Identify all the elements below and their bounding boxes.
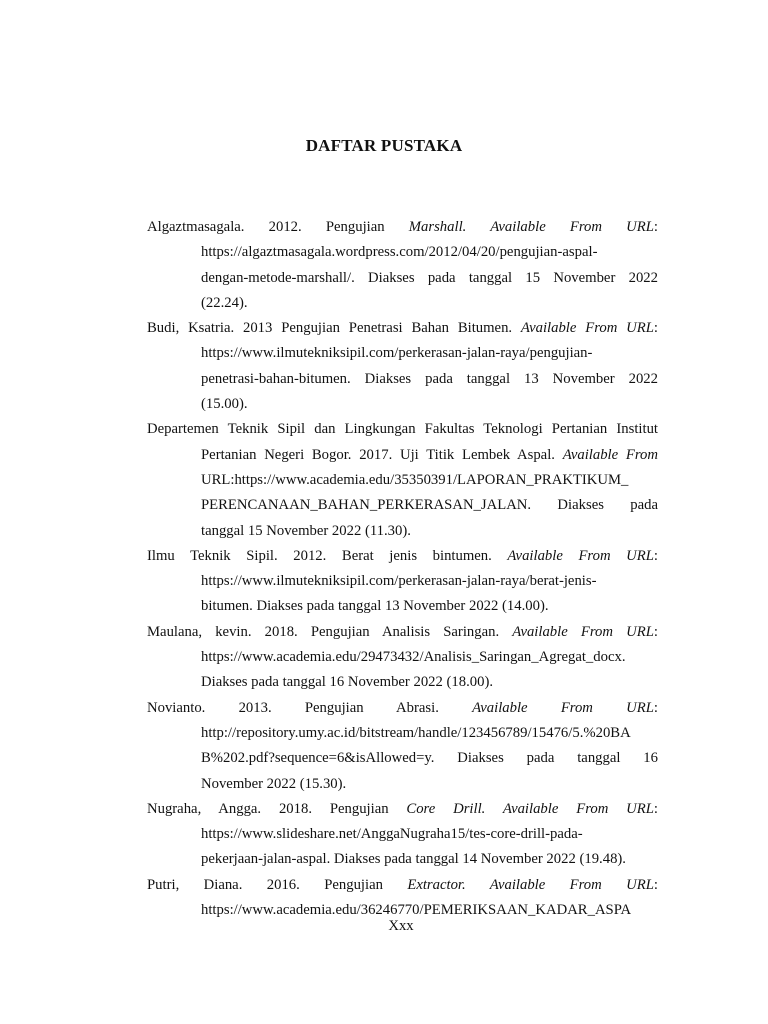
reference-text: Budi, Ksatria. 2013 Pengujian Penetrasi Bahan Bitumen. [147,320,521,337]
reference-line [147,696,658,721]
reference-line [147,822,658,847]
reference-line [147,291,658,316]
reference-text: https://www.ilmutekniksipil.com/perkerasan-jalan-raya/berat-jenis- [201,573,597,590]
reference-italic-text: Available From URL [512,623,654,640]
reference-text: https://www.academia.edu/29473432/Analisis_Saringan_Agregat_docx. [201,649,626,666]
reference-line [147,240,658,265]
reference-text: bitumen. Diakses pada tanggal 13 November 2022 (14.00). [201,598,549,615]
reference-italic-text: Core Drill. Available From URL [406,800,654,817]
reference-line [147,316,658,341]
reference-italic-text: Available From [562,446,658,463]
reference-text: : [653,699,658,716]
reference-text: tanggal 15 November 2022 (11.30). [201,522,411,539]
reference-line [147,721,658,746]
reference-italic-text: Extractor. Available From URL [407,876,654,893]
reference-line [147,443,658,468]
reference-text: : [653,547,658,564]
reference-line [147,392,658,417]
reference-line [147,645,658,670]
reference-text: (22.24). [201,294,248,311]
reference-text: Ilmu Teknik Sipil. 2012. Berat jenis bintumen. [147,547,508,564]
reference-text: B%202.pdf?sequence=6&isAllowed=y. Diakses pada tanggal 16 [201,750,658,767]
reference-line [147,417,658,442]
reference-text: dengan-metode-marshall/. Diakses pada tanggal 15 November 2022 [201,269,658,286]
reference-text: : [653,876,658,893]
reference-line [147,544,658,569]
reference-line [147,620,658,645]
reference-text: Pertanian Negeri Bogor. 2017. Uji Titik Lembek Aspal. [201,446,563,463]
reference-line [147,797,658,822]
reference-text: Novianto. 2013. Pengujian Abrasi. [147,699,473,716]
reference-text: https://www.academia.edu/36246770/PEMERIKSAAN_KADAR_ASPA [201,902,632,919]
reference-line [147,746,658,771]
reference-list [147,215,658,923]
reference-text: URL:https://www.academia.edu/35350391/LAPORAN_PRAKTIKUM_ [201,471,629,488]
reference-text: November 2022 (15.30). [201,775,347,792]
reference-text: PERENCANAAN_BAHAN_PERKERASAN_JALAN. Diakses pada [201,497,658,514]
reference-line [147,873,658,898]
reference-line [147,519,658,544]
reference-italic-text: Available From URL [507,547,654,564]
reference-text: https://algaztmasagala.wordpress.com/2012/04/20/pengujian-aspal- [201,244,598,261]
reference-text: penetrasi-bahan-bitumen. Diakses pada tanggal 13 November 2022 [201,370,658,387]
reference-text: : [653,800,658,817]
reference-text: Departemen Teknik Sipil dan Lingkungan Fakultas Teknologi Pertanian Institut [147,421,658,438]
reference-line [147,847,658,872]
reference-italic-text: Available From URL [520,320,654,337]
reference-line [147,367,658,392]
reference-text: : [653,320,658,337]
reference-text: Nugraha, Angga. 2018. Pengujian [147,800,407,817]
reference-italic-text: Available From URL [472,699,654,716]
reference-italic-text: Marshall. Available From URL [408,219,654,235]
reference-text: : [653,219,658,235]
reference-line [147,772,658,797]
reference-text: pekerjaan-jalan-aspal. Diakses pada tanggal 14 November 2022 (19.48). [201,851,626,868]
page-number: Xxx [388,918,414,934]
reference-line [147,215,658,240]
reference-line [147,468,658,493]
page-title: DAFTAR PUSTAKA [305,136,463,155]
reference-line [147,594,658,619]
reference-text: Algaztmasagala. 2012. Pengujian [147,219,409,235]
reference-line [147,569,658,594]
reference-line [147,266,658,291]
reference-line [147,341,658,366]
reference-text: : [653,623,658,640]
reference-text: https://www.slideshare.net/AnggaNugraha15/tes-core-drill-pada- [201,826,583,843]
reference-text: http://repository.umy.ac.id/bitstream/handle/123456789/15476/5.%20BA [201,724,631,741]
reference-text: (15.00). [201,396,248,413]
reference-text: Maulana, kevin. 2018. Pengujian Analisis Saringan. [147,623,513,640]
reference-line [147,670,658,695]
reference-text: Diakses pada tanggal 16 November 2022 (18.00). [201,674,494,691]
reference-text: https://www.ilmutekniksipil.com/perkerasan-jalan-raya/pengujian- [201,345,593,362]
reference-line [147,493,658,518]
reference-text: Putri, Diana. 2016. Pengujian [147,876,408,893]
